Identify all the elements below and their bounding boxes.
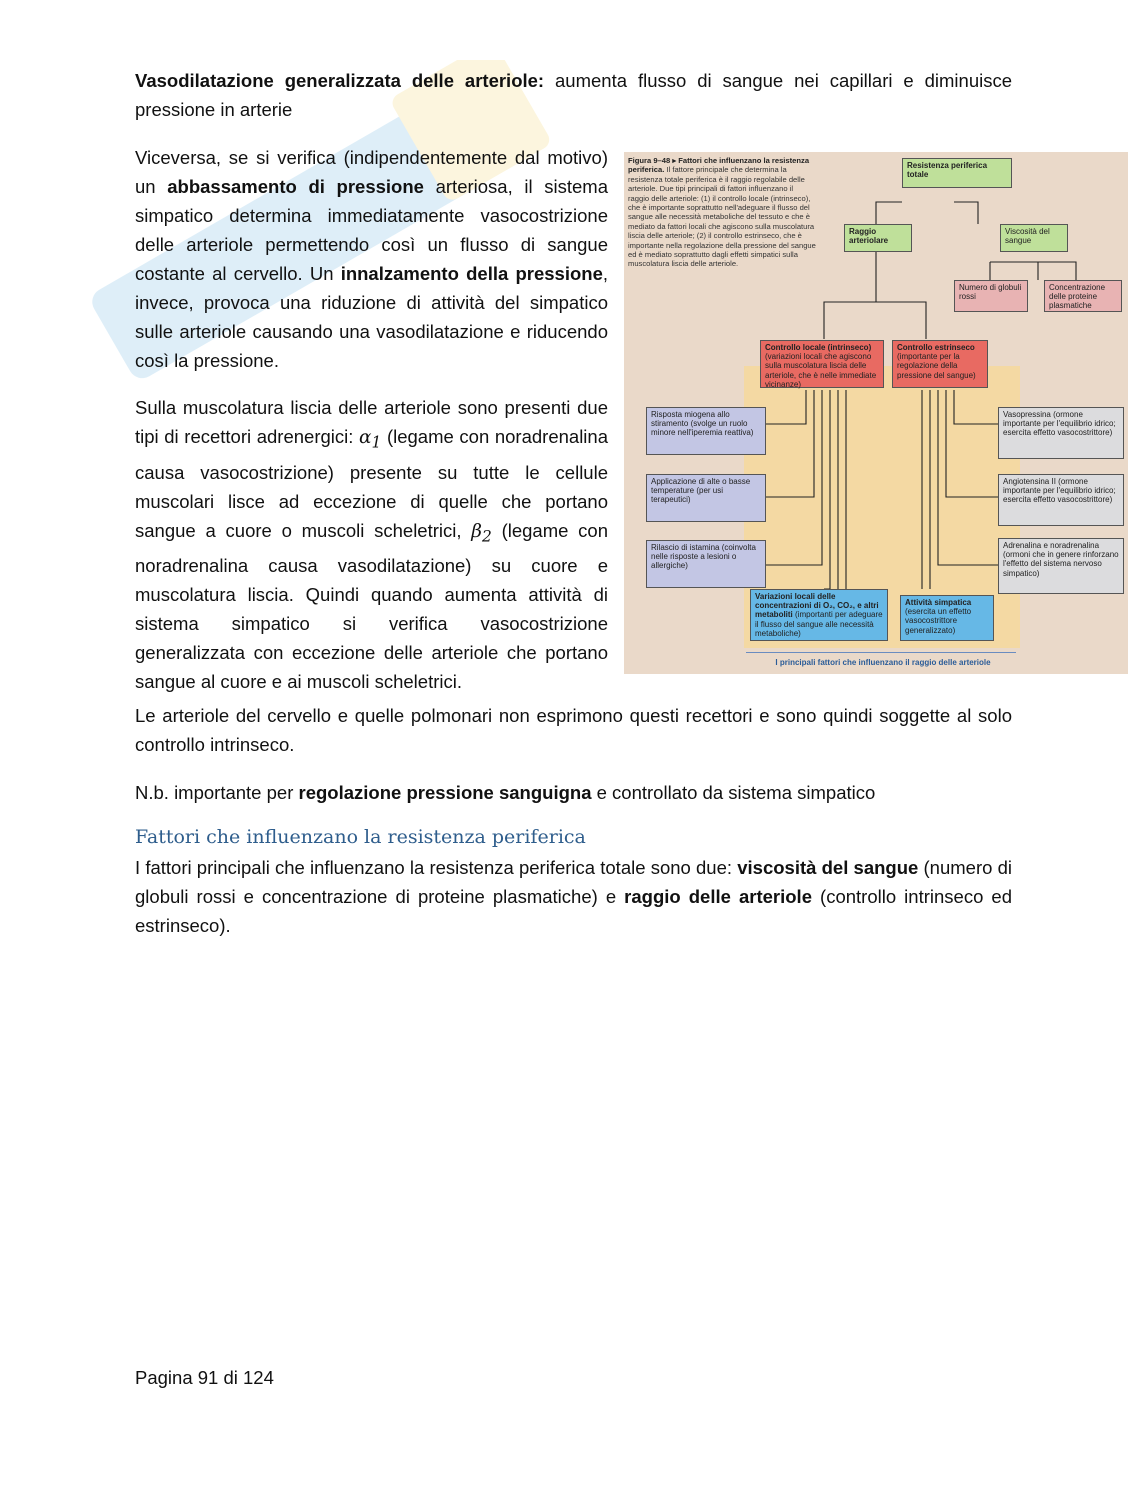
box-adrenalina: Adrenalina e noradrenalina (ormoni che in genere rinforzano l'effetto del sistema nervoso simpatico) [998,538,1124,594]
section-heading: Fattori che influenzano la resistenza periferica [135,826,586,848]
box-temperature: Applicazione di alte o basse temperature (per usi terapeutici) [646,474,766,522]
box-vasopressina: Vasopressina (ormone importante per l'equilibrio idrico; esercita effetto vasocostrittore) [998,407,1124,459]
figure-resistenza-periferica [624,152,1128,674]
term-vasodilatazione: Vasodilatazione generalizzata delle arteriole: [135,70,545,91]
paragraph-nb: N.b. importante per regolazione pressione sanguigna e controllato da sistema simpatico [135,782,876,803]
box-angiotensina: Angiotensina II (ormone importante per l'equilibrio idrico; esercita effetto vasocostrittore) [998,474,1124,526]
figure-bottom-rule [746,652,1016,653]
figure-bottom-caption: I principali fattori che influenzano il raggio delle arteriole [775,658,991,667]
box-proteine-plasmatiche: Concentrazione delle proteine plasmatiche [1044,280,1122,312]
paragraph-vasodilatazione: Vasodilatazione generalizzata delle arteriole: aumenta flusso di sangue nei capillari e diminuisce pressione in arterie [135,70,1013,120]
box-risposta-miogena: Risposta miogena allo stiramento (svolge un ruolo minore nell'iperemia reattiva) [646,407,766,455]
box-viscosita: Viscosità del sangue [1000,224,1068,252]
figure-caption: Figura 9–48 ▸ Fattori che influenzano la resistenza periferica. Il fattore principale che determina la resistenza totale periferica è il raggio regolabile delle arteriole. Due tipi principali di fattori influenzano il raggio delle arteriole: (1) il controllo locale (intrinseco), che è importante soprattutto nell'adeguare il flusso del sangue alle necessità metaboliche del tessuto e che è mediato da fattori locali che agiscono sulla muscolatura liscia delle arteriole; (2) il controllo estrinseco, che è importante nella regolazione della pressione del sangue ed è mediato soprattutto dagli effetti simpatici sulla muscolatura liscia delle arteriole. [628,156,816,269]
box-resistenza-totale: Resistenza periferica totale [902,158,1012,188]
box-attivita-simpatica: Attività simpatica (esercita un effetto vasocostrittore generalizzato) [900,595,994,641]
box-controllo-estrinseco: Controllo estrinseco (importante per la regolazione della pressione del sangue) [892,340,988,388]
box-raggio-arteriolare: Raggio arteriolare [844,224,912,252]
page-footer: Pagina 91 di 124 [135,1367,274,1388]
paragraph-fattori: I fattori principali che influenzano la resistenza periferica totale sono due: viscosità del sangue (numero di globuli rossi e concentrazione di proteine plasmatiche) e raggio delle arteriole (controllo intrinseco ed estrinseco). [135,857,1012,936]
paragraph-recettori: Sulla muscolatura liscia delle arteriole sono presenti due tipi di recettori adrenergici: $\alpha_1$ (legame con noradrenalina causa vasocostrizione) presente su tutte le cellule muscolari lisce ad eccezione di quelle che portano sangue a cuore o muscoli scheletrici, $\beta_2$ (legame con noradrenalina causa vasodilatazione) su cuore e muscolatura liscia. Quindi quando aumenta attività di sistema simpatico si verifica vasocostrizione generalizzata con eccezione delle arteriole che portano sangue al cuore e ai muscoli scheletrici. [135,397,609,693]
alpha-symbol: $\alpha_1$ [359,427,382,452]
box-variazioni-locali: Variazioni locali delle concentrazioni di O₂, CO₂, e altri metaboliti (importanti per adeguare il flusso del sangue alle necessità metaboliche) [750,589,888,641]
beta-symbol: $\beta_2$ [471,520,492,546]
paragraph-arteriole-cervello: Le arteriole del cervello e quelle polmonari non esprimono questi recettori e sono quindi soggette al solo controllo intrinseco. [135,705,1012,755]
box-controllo-locale: Controllo locale (intrinseco) (variazioni locali che agiscono sulla muscolatura liscia delle arteriole, che è nelle immediate vicinanze) [760,340,884,388]
box-globuli-rossi: Numero di globuli rossi [954,280,1028,312]
paragraph-viceversa: Viceversa, se si verifica (indipendentemente dal motivo) un abbassamento di pressione arteriosa, il sistema simpatico determina immediatamente vasocostrizione delle arteriole permettendo così un flusso di sangue costante al cervello. Un innalzamento della pressione, invece, provoca una riduzione di attività del simpatico sulle arteriole causando una vasodilatazione e riducendo così la pressione. [135,147,609,371]
box-istamina: Rilascio di istamina (coinvolta nelle risposte a lesioni o allergiche) [646,540,766,588]
